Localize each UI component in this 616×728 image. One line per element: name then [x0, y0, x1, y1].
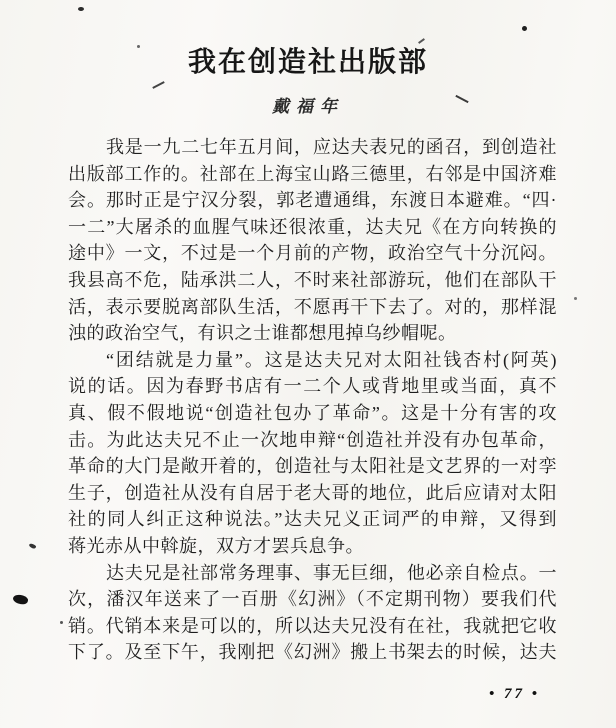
- text-line: 击。为此达夫兄不止一次地申辩“创造社并没有办包革命，: [68, 429, 557, 450]
- text-line: 蒋光赤从中斡旋，双方才罢兵息争。: [68, 535, 364, 556]
- text-line: 我县高不危，陆承洪二人，不时来社部游玩，他们在部队干: [68, 269, 557, 290]
- scan-speck: [78, 7, 84, 11]
- text-line: 生子，创造社从没有自居于老大哥的地位，此后应请对太阳: [68, 482, 557, 503]
- article-title: 我在创造社出版部: [187, 47, 428, 78]
- text-line: 革命的大门是敞开着的，创造社与太阳社是文艺界的一对孪: [68, 456, 557, 477]
- text-line: 销。代销本来是可以的，所以达夫兄没有在社，我就把它收: [68, 615, 557, 636]
- scan-speck: [574, 297, 577, 300]
- ink-blot-mark: [12, 593, 29, 606]
- scan-speck: [60, 621, 63, 624]
- text-line: 浊的政治空气，有识之士谁都想甩掉乌纱帽呢。: [68, 323, 457, 344]
- scan-speck: [137, 45, 140, 48]
- text-line: 真、假不假地说“创造社包办了革命”。这是十分有害的攻: [68, 402, 557, 423]
- text-line: 活，表示要脱离部队生活，不愿再干下去了。对的，那样混: [68, 296, 557, 317]
- author-name: 戴福年: [272, 97, 344, 116]
- stray-slash-mark: [152, 81, 164, 89]
- text-line: 出版部工作的。社部在上海宝山路三德里，右邻是中国济难: [68, 163, 557, 184]
- scan-speck: [522, 26, 527, 31]
- text-line: 途中》一文，不过是一个月前的产物，政治空气十分沉闷。: [68, 243, 557, 264]
- page-number: • 77 •: [488, 686, 540, 702]
- text-line: “团结就是力量”。这是达夫兄对太阳社钱杏村(阿英): [106, 349, 557, 370]
- text-line: 一二”大屠杀的血腥气味还很浓重，达夫兄《在方向转换的: [68, 216, 557, 237]
- text-line: 社的同人纠正这种说法。”达夫兄义正词严的申辩，又得到: [68, 509, 557, 530]
- text-line: 会。那时正是宁汉分裂，郭老遭通缉，东渡日本避难。“四·: [68, 190, 557, 211]
- text-line: 下了。及至下午，我刚把《幻洲》搬上书架去的时候，达夫: [68, 642, 557, 663]
- text-line: 我是一九二七年五月间，应达夫表兄的函召，到创造社: [106, 137, 557, 157]
- text-line: 达夫兄是社部常务理事、事无巨细，他必亲自检点。一: [106, 562, 557, 583]
- text-line: 说的话。因为春野书店有一二个人或背地里或当面，真不: [68, 376, 557, 397]
- text-line: 次，潘汉年送来了一百册《幻洲》（不定期刊物）要我们代: [68, 589, 557, 610]
- article-body: [68, 134, 557, 666]
- stray-comma-mark: [28, 542, 36, 549]
